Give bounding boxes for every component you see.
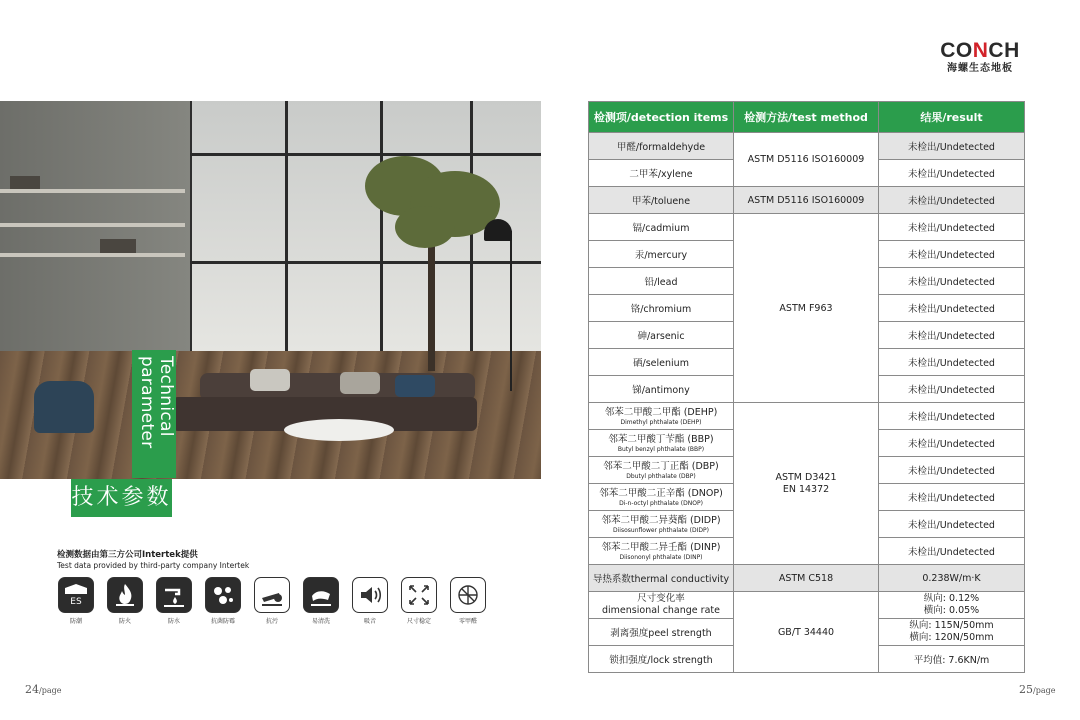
feature-stain-resistant — [253, 577, 291, 625]
detection-item: 剥离强度peel strength — [589, 619, 734, 646]
result: 未检出/Undetected — [879, 133, 1025, 160]
method-line: EN 14372 — [782, 483, 830, 495]
result: 未检出/Undetected — [879, 430, 1025, 457]
table-row — [589, 403, 1025, 430]
antibacterial-icon — [205, 577, 241, 613]
source-note-cn: 检测数据由第三方公司Intertek提供 — [57, 550, 198, 560]
feature-antibacterial — [204, 577, 242, 625]
photo-armchair — [34, 381, 94, 433]
table-row — [589, 187, 1025, 214]
test-method: ASTM D5116 ISO160009 — [734, 133, 879, 187]
dimension-stable-icon — [401, 577, 437, 613]
result — [879, 619, 1025, 646]
result: 未检出/Undetected — [879, 187, 1025, 214]
item-en: Diisosunflower phthalate (DIDP) — [613, 526, 709, 534]
easy-clean-icon — [303, 577, 339, 613]
result: 未检出/Undetected — [879, 214, 1025, 241]
table-header-row — [589, 102, 1025, 133]
detection-item: 铬/chromium — [589, 295, 734, 322]
technical-parameter-table — [588, 101, 1025, 673]
flame-icon — [107, 577, 143, 613]
item-cn: 邻苯二甲酸二丁正酯 (DBP) — [603, 460, 719, 472]
test-method: ASTM D5116 ISO160009 — [734, 187, 879, 214]
detection-item: 导热系数thermal conductivity — [589, 565, 734, 592]
photo-cushion — [395, 375, 435, 397]
feature-label: 吸音 — [363, 618, 376, 625]
item-en: Butyl benzyl phthalate (BBP) — [617, 445, 705, 453]
es-badge-icon — [58, 577, 94, 613]
result: 未检出/Undetected — [879, 160, 1025, 187]
feature-formaldehyde-free — [449, 577, 487, 625]
logo-wordmark: CONCH — [940, 39, 1020, 62]
header-result: 结果/result — [879, 102, 1025, 133]
method-line: ASTM D3421 — [775, 471, 837, 483]
photo-window-frame — [190, 261, 541, 264]
page-number-right: 25/page — [1019, 683, 1056, 696]
feature-sound-absorbing — [351, 577, 389, 625]
table-row — [589, 592, 1025, 619]
living-room-photo — [0, 101, 541, 479]
detection-item: 锑/antimony — [589, 376, 734, 403]
source-note-en: Test data provided by third-party company Intertek — [57, 561, 250, 570]
photo-coffee-table — [284, 419, 394, 441]
detection-item — [589, 592, 734, 619]
result-line: 纵向: 115N/50mm — [909, 620, 994, 631]
header-test-method: 检测方法/test method — [734, 102, 879, 133]
feature-moisture-proof — [57, 577, 95, 625]
detection-item: 甲苯/toluene — [589, 187, 734, 214]
photo-window-frame — [380, 101, 383, 359]
result: 未检出/Undetected — [879, 457, 1025, 484]
detection-item — [589, 511, 734, 538]
page-number-left: 24/page — [25, 683, 62, 696]
item-en: dimensional change rate — [602, 605, 720, 616]
item-cn: 邻苯二甲酸二异壬酯 (DINP) — [601, 541, 721, 553]
detection-item — [589, 430, 734, 457]
result: 未检出/Undetected — [879, 295, 1025, 322]
photo-books — [100, 239, 136, 253]
test-method: GB/T 34440 — [734, 592, 879, 673]
result: 未检出/Undetected — [879, 376, 1025, 403]
item-cn: 尺寸变化率 — [637, 593, 685, 604]
feature-label: 防火 — [118, 618, 131, 625]
item-en: Diisononyl phthalate (DINP) — [619, 553, 703, 561]
result — [879, 592, 1025, 619]
photo-tree — [395, 206, 455, 248]
result: 未检出/Undetected — [879, 403, 1025, 430]
result-line: 横向: 0.05% — [923, 605, 980, 616]
result-line: 横向: 120N/50mm — [909, 632, 994, 643]
result: 未检出/Undetected — [879, 349, 1025, 376]
result: 未检出/Undetected — [879, 538, 1025, 565]
result-line: 纵向: 0.12% — [923, 593, 980, 604]
result: 未检出/Undetected — [879, 484, 1025, 511]
table-row — [589, 133, 1025, 160]
result: 平均值: 7.6KN/m — [879, 646, 1025, 673]
detection-item: 锁扣强度/lock strength — [589, 646, 734, 673]
section-title-cn: 技术参数 — [71, 479, 172, 517]
test-method: ASTM F963 — [734, 214, 879, 403]
svg-text:ES: ES — [70, 597, 82, 607]
item-cn: 邻苯二甲酸二正辛酯 (DNOP) — [599, 487, 723, 499]
photo-shelf — [0, 253, 185, 257]
feature-label: 抗污 — [265, 618, 278, 625]
detection-item: 甲醛/formaldehyde — [589, 133, 734, 160]
detection-item: 二甲苯/xylene — [589, 160, 734, 187]
photo-floor-lamp — [484, 219, 512, 241]
conch-logo — [930, 40, 1030, 76]
logo-subtitle: 海螺生态地板 — [947, 63, 1013, 74]
table-row — [589, 565, 1025, 592]
photo-window-frame — [285, 101, 288, 359]
formaldehyde-free-icon — [450, 577, 486, 613]
header-detection-items: 检测项/detection items — [589, 102, 734, 133]
item-cn: 邻苯二甲酸丁苄酯 (BBP) — [608, 433, 714, 445]
test-method: ASTM C518 — [734, 565, 879, 592]
item-cn: 邻苯二甲酸二异葵酯 (DIDP) — [601, 514, 721, 526]
detection-item: 镉/cadmium — [589, 214, 734, 241]
detection-item: 汞/mercury — [589, 241, 734, 268]
item-en: Di-n-octyl phthalate (DNOP) — [619, 499, 703, 507]
detection-item: 铅/lead — [589, 268, 734, 295]
feature-label: 易清洗 — [311, 618, 330, 625]
photo-shelf — [0, 189, 185, 193]
photo-books — [10, 176, 40, 189]
detection-item — [589, 538, 734, 565]
result: 未检出/Undetected — [879, 268, 1025, 295]
sound-absorb-icon — [352, 577, 388, 613]
photo-left-wall — [0, 101, 190, 361]
item-en: Dbutyl phthalate (DBP) — [626, 472, 696, 480]
feature-label: 抗菌防霉 — [210, 618, 235, 625]
photo-window-frame — [190, 153, 541, 156]
photo-shelf — [0, 223, 185, 227]
detection-item: 硒/selenium — [589, 349, 734, 376]
table-row — [589, 214, 1025, 241]
detection-item — [589, 403, 734, 430]
test-method — [734, 403, 879, 565]
item-en: Dimethyl phthalate (DEHP) — [620, 418, 702, 426]
water-drop-icon — [156, 577, 192, 613]
photo-floor-lamp — [510, 231, 512, 391]
detection-item: 砷/arsenic — [589, 322, 734, 349]
feature-easy-clean — [302, 577, 340, 625]
feature-icons — [57, 577, 497, 627]
technical-parameter-label: Technical parameter — [132, 350, 176, 478]
photo-cushion — [340, 372, 380, 394]
photo-cushion — [250, 369, 290, 391]
feature-label: 零甲醛 — [458, 618, 477, 625]
result: 未检出/Undetected — [879, 511, 1025, 538]
feature-dimension-stable — [400, 577, 438, 625]
item-cn: 邻苯二甲酸二甲酯 (DEHP) — [604, 406, 718, 418]
stain-icon — [254, 577, 290, 613]
detection-item — [589, 484, 734, 511]
feature-fireproof — [106, 577, 144, 625]
feature-label: 防水 — [167, 618, 180, 625]
feature-label: 尺寸稳定 — [406, 618, 431, 625]
detection-item — [589, 457, 734, 484]
result: 0.238W/m·K — [879, 565, 1025, 592]
result: 未检出/Undetected — [879, 322, 1025, 349]
feature-label: 防潮 — [69, 618, 82, 625]
feature-waterproof — [155, 577, 193, 625]
photo-tree-trunk — [428, 241, 435, 371]
result: 未检出/Undetected — [879, 241, 1025, 268]
